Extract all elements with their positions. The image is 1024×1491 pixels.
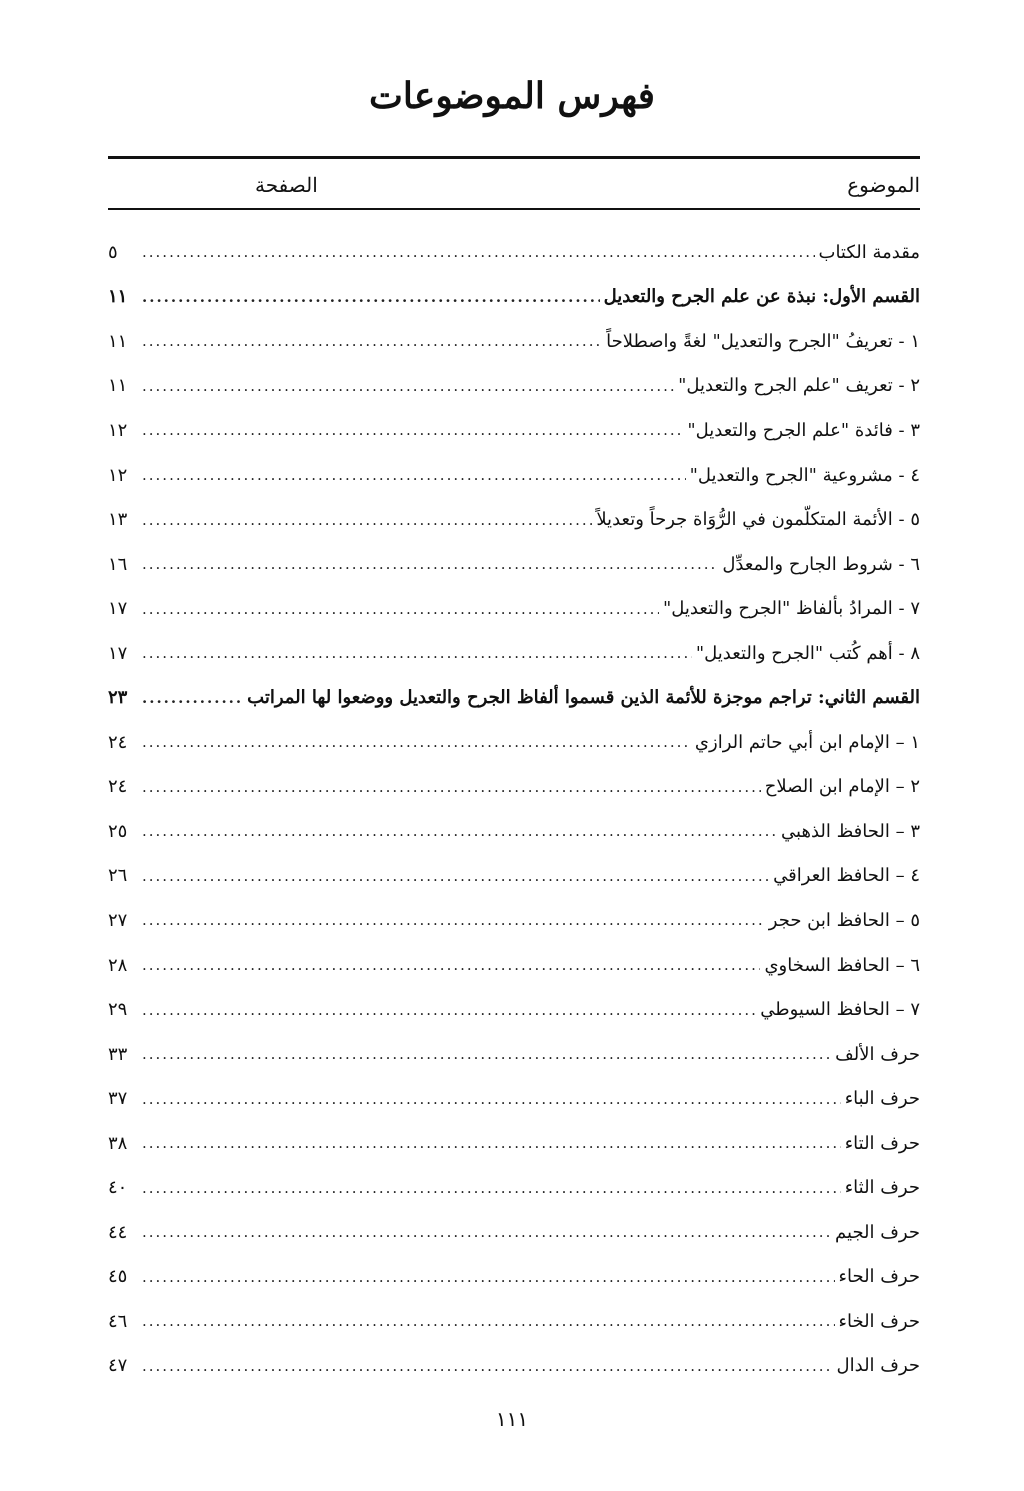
toc-entry-page: ١٣ — [108, 509, 128, 531]
toc-entry-page: ٢٥ — [108, 820, 128, 842]
toc-entry — [108, 854, 920, 899]
toc-entry-page: ١١ — [108, 286, 128, 308]
toc-entry — [108, 1165, 920, 1210]
toc-entry-page: ٣٧ — [108, 1088, 128, 1110]
dot-leader — [142, 778, 761, 796]
toc-entry — [108, 1076, 920, 1121]
toc-entry-title: القسم الثاني: تراجم موجزة للأئمة الذين قسموا ألفاظ الجرح والتعديل ووضعوا لها المراتب — [247, 687, 920, 709]
dot-leader — [142, 466, 686, 484]
toc-entry-title: ١ – الإمام ابن أبي حاتم الرازي — [694, 731, 920, 753]
toc-entry-page: ١٧ — [108, 642, 128, 664]
toc-entry-title: ٦ - شروط الجارح والمعدِّل — [722, 553, 920, 575]
toc-entry — [108, 943, 920, 988]
dot-leader — [142, 956, 760, 974]
toc-entry-title: ٤ – الحافظ العراقي — [773, 865, 920, 887]
toc-entry-title: حرف الجيم — [835, 1221, 920, 1243]
toc-entry-page: ١٢ — [108, 464, 128, 486]
toc-entry-page: ١١ — [108, 375, 128, 397]
toc-list — [108, 230, 920, 1388]
toc-entry-title: ٧ - المرادُ بألفاظ "الجرح والتعديل" — [662, 598, 920, 620]
dot-leader — [142, 867, 769, 885]
dot-leader — [142, 1090, 841, 1108]
toc-entry-page: ١٦ — [108, 553, 128, 575]
toc-entry-title: ٣ – الحافظ الذهبي — [781, 820, 920, 842]
toc-entry-page: ٤٦ — [108, 1310, 128, 1332]
dot-leader — [142, 689, 243, 707]
toc-entry — [108, 1299, 920, 1344]
toc-entry-title: مقدمة الكتاب — [818, 241, 920, 263]
toc-entry — [108, 230, 920, 275]
toc-entry-page: ٥ — [108, 241, 118, 263]
toc-entry — [108, 809, 920, 854]
toc-entry — [108, 987, 920, 1032]
toc-entry-title: حرف الخاء — [838, 1310, 920, 1332]
dot-leader — [142, 600, 659, 618]
toc-entry-page: ٣٨ — [108, 1132, 128, 1154]
toc-entry-title: حرف الدال — [836, 1355, 920, 1377]
dot-leader — [142, 1268, 835, 1286]
toc-entry-title: حرف التاء — [844, 1132, 920, 1154]
dot-leader — [142, 733, 691, 751]
toc-entry-title: حرف الباء — [844, 1088, 920, 1110]
toc-entry-page: ٢٨ — [108, 954, 128, 976]
toc-entry — [108, 1210, 920, 1255]
dot-leader — [142, 555, 718, 573]
toc-entry-page: ١٧ — [108, 598, 128, 620]
toc-entry-page: ١٢ — [108, 419, 128, 441]
dot-leader — [142, 1045, 831, 1063]
toc-entry-page: ٢٦ — [108, 865, 128, 887]
toc-entry-title: ٥ – الحافظ ابن حجر — [768, 909, 920, 931]
toc-entry-title: حرف الحاء — [838, 1266, 920, 1288]
toc-entry — [108, 1255, 920, 1300]
toc-entry — [108, 586, 920, 631]
toc-entry — [108, 542, 920, 587]
toc-entry — [108, 319, 920, 364]
toc-entry-title: حرف الألف — [835, 1043, 920, 1065]
toc-entry-title: ٨ - أهم كُتب "الجرح والتعديل" — [695, 642, 920, 664]
dot-leader — [142, 1134, 841, 1152]
topic-column-header: الموضوع — [847, 173, 920, 197]
toc-entry-title: القسم الأول: نبذة عن علم الجرح والتعديل — [603, 286, 920, 308]
dot-leader — [142, 377, 674, 395]
dot-leader — [142, 1357, 833, 1375]
toc-entry-page: ٤٤ — [108, 1221, 128, 1243]
toc-entry-title: ٢ – الإمام ابن الصلاح — [764, 776, 920, 798]
toc-entry-title: ٧ – الحافظ السيوطي — [760, 999, 920, 1021]
toc-entry — [108, 275, 920, 320]
dot-leader — [142, 332, 602, 350]
dot-leader — [142, 911, 765, 929]
dot-leader — [142, 288, 600, 306]
toc-entry — [108, 720, 920, 765]
toc-entry-page: ٢٩ — [108, 999, 128, 1021]
dot-leader — [142, 1001, 756, 1019]
page-column-header: الصفحة — [255, 173, 318, 197]
dot-leader — [142, 822, 777, 840]
toc-entry — [108, 497, 920, 542]
toc-entry-title: ٦ – الحافظ السخاوي — [764, 954, 920, 976]
toc-entry-page: ٢٤ — [108, 776, 128, 798]
dot-leader — [142, 1179, 841, 1197]
dot-leader — [142, 644, 692, 662]
toc-entry — [108, 364, 920, 409]
dot-leader — [142, 1223, 831, 1241]
toc-entry-title: ٥ - الأئمة المتكلّمون في الرُّوَاة جرحاً وتعديلاً — [596, 509, 920, 531]
toc-entry — [108, 453, 920, 498]
toc-entry — [108, 631, 920, 676]
toc-entry — [108, 675, 920, 720]
toc-entry — [108, 1344, 920, 1389]
header-top-rule — [108, 156, 920, 159]
toc-entry — [108, 765, 920, 810]
toc-entry-title: ٢ - تعريف "علم الجرح والتعديل" — [678, 375, 920, 397]
toc-entry-page: ٢٣ — [108, 687, 128, 709]
toc-entry-title: ٣ - فائدة "علم الجرح والتعديل" — [687, 419, 920, 441]
toc-entry — [108, 1032, 920, 1077]
toc-entry — [108, 898, 920, 943]
toc-entry-page: ١١ — [108, 330, 128, 352]
toc-entry-page: ٣٣ — [108, 1043, 128, 1065]
toc-entry-page: ٤٠ — [108, 1177, 128, 1199]
toc-entry — [108, 1121, 920, 1166]
toc-entry-title: حرف الثاء — [844, 1177, 920, 1199]
header-bottom-rule — [108, 208, 920, 210]
toc-entry-title: ١ - تعريفُ "الجرح والتعديل" لغةً واصطلاحاً — [606, 330, 920, 352]
toc-entry-title: ٤ - مشروعية "الجرح والتعديل" — [689, 464, 920, 486]
toc-entry-page: ٤٧ — [108, 1355, 128, 1377]
toc-entry-page: ٢٧ — [108, 909, 128, 931]
page-title: فهرس الموضوعات — [368, 75, 656, 117]
dot-leader — [142, 243, 815, 261]
toc-entry — [108, 408, 920, 453]
dot-leader — [142, 1312, 835, 1330]
dot-leader — [142, 421, 683, 439]
toc-entry-page: ٤٥ — [108, 1266, 128, 1288]
toc-entry-page: ٢٤ — [108, 731, 128, 753]
dot-leader — [142, 511, 592, 529]
page-number: ١١١ — [495, 1407, 529, 1431]
